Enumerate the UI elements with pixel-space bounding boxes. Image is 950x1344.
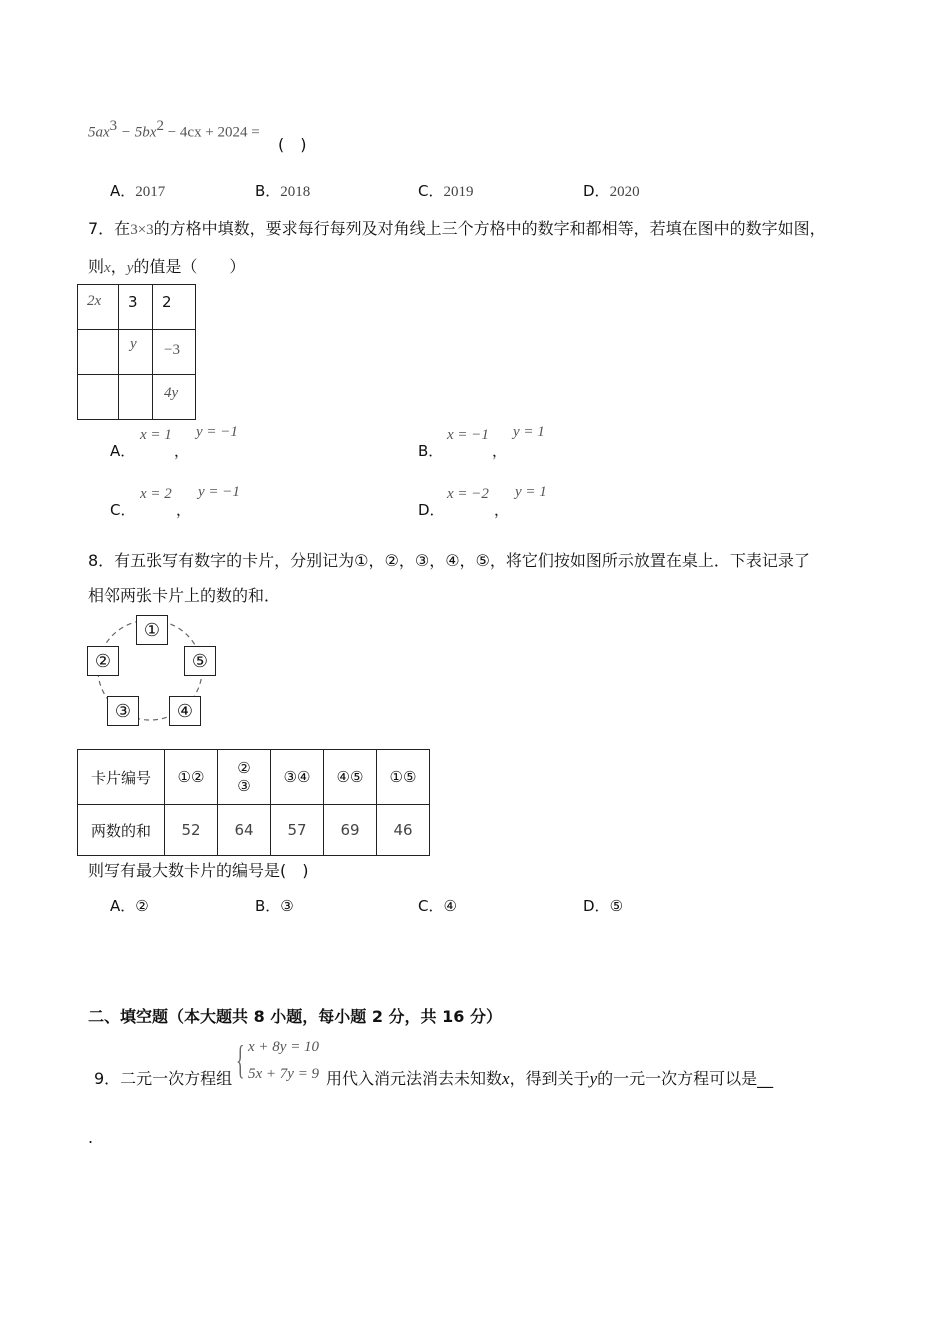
q7-option-b[interactable] — [418, 440, 443, 461]
q8-card-5: ⑤ — [184, 646, 216, 676]
q7-option-a-y: y = −1 — [196, 424, 238, 440]
q9-text-b: ，得到关于 — [509, 1069, 590, 1088]
option-value: 2019 — [443, 184, 474, 200]
q7-option-a-x: x = 1 — [140, 427, 172, 443]
grid-cell — [119, 285, 153, 330]
option-value: ② — [135, 897, 149, 915]
option-label: A． — [110, 442, 136, 460]
q8-card-3: ③ — [107, 696, 139, 726]
q8-line-2: 相邻两张卡片上的数的和． — [88, 586, 281, 605]
grid-cell-value: 3 — [128, 293, 138, 311]
table-sum: 69 — [324, 805, 377, 856]
option-label: D． — [583, 182, 610, 200]
q6-expr-sup-a: 3 — [109, 118, 118, 134]
option-value: 2017 — [135, 184, 166, 200]
table-row — [78, 805, 430, 856]
table-row — [78, 750, 430, 805]
q7-option-b-x: x = −1 — [447, 427, 489, 443]
q7-option-b-sep: ， — [492, 442, 508, 460]
table-pair: ①⑤ — [377, 750, 430, 805]
q9-text-c: 的一元一次方程可以是 — [597, 1069, 758, 1088]
q7-magic-square — [77, 284, 196, 420]
option-label: A． — [110, 182, 136, 200]
option-label: C． — [418, 897, 444, 915]
q7-option-d-x: x = −2 — [447, 486, 489, 502]
grid-cell-value: −3 — [164, 342, 180, 358]
option-label: C． — [418, 182, 444, 200]
option-value: ④ — [443, 897, 457, 915]
q8-sum-table — [77, 749, 430, 856]
q7-var-x: x — [104, 260, 111, 276]
option-label: B． — [255, 897, 281, 915]
q7-option-d-sep: ， — [494, 501, 510, 519]
option-value: ⑤ — [609, 897, 624, 915]
q6-option-b[interactable] — [255, 180, 310, 201]
q7-comma: ， — [110, 257, 127, 276]
option-label: D． — [583, 897, 610, 915]
q6-option-d[interactable] — [583, 180, 640, 201]
option-value: 2018 — [280, 184, 311, 200]
option-label: B． — [418, 442, 444, 460]
q7-option-b-y: y = 1 — [513, 424, 545, 440]
q9-answer-blank[interactable]: __ — [757, 1069, 774, 1088]
table-sum: 57 — [271, 805, 324, 856]
grid-cell — [153, 330, 196, 375]
section-2-title: 二、填空题（本大题共 8 小题，每小题 2 分，共 16 分） — [88, 1007, 502, 1026]
option-value: ③ — [280, 897, 294, 915]
table-header-label: 卡片编号 — [78, 750, 165, 805]
table-pair: ①② — [165, 750, 218, 805]
q9-equation-2: 5x + 7y = 9 — [248, 1066, 320, 1082]
q6-answer-paren: ( ) — [278, 135, 307, 154]
q7-var-y: y — [126, 260, 134, 276]
table-sum: 46 — [377, 805, 430, 856]
table-row-label: 两数的和 — [78, 805, 165, 856]
q6-expression — [88, 118, 260, 141]
q6-option-a[interactable] — [110, 180, 165, 201]
q7-option-d[interactable] — [418, 499, 445, 520]
q7-line-2 — [88, 254, 245, 277]
q8-option-b[interactable] — [255, 895, 294, 916]
q7-option-a[interactable] — [110, 440, 135, 461]
grid-cell-value: y — [130, 336, 137, 352]
grid-cell-value: 4y — [164, 385, 179, 401]
q8-option-d[interactable] — [583, 895, 623, 916]
q7-option-c-x: x = 2 — [140, 486, 172, 502]
q8-line-1: 8．有五张写有数字的卡片，分别记为①，②，③，④，⑤，将它们按如图所示放置在桌上．下表记录了 — [88, 551, 810, 570]
q7-text-1: 的方格中填数，要求每行每列及对角线上三个方格中的数字和都相等，若填在图中的数字如图， — [153, 219, 826, 238]
q9-period: . — [88, 1128, 94, 1147]
grid-cell — [119, 375, 153, 420]
q8-card-1: ① — [136, 615, 168, 645]
grid-cell — [78, 330, 119, 375]
q9-prefix: 9．二元一次方程组 — [94, 1069, 233, 1088]
q9-text-a: 用代入消元法消去未知数 — [326, 1069, 503, 1088]
q8-option-a[interactable] — [110, 895, 149, 916]
q8-option-c[interactable] — [418, 895, 457, 916]
q6-expr-term-b: − 5bx — [117, 124, 157, 141]
q8-card-4: ④ — [169, 696, 201, 726]
table-pair: ③④ — [271, 750, 324, 805]
table-sum: 52 — [165, 805, 218, 856]
table-pair: ④⑤ — [324, 750, 377, 805]
q6-expr-sup-b: 2 — [156, 118, 164, 134]
grid-cell-value: 2x — [87, 293, 102, 309]
q9-equation-1: x + 8y = 10 — [248, 1039, 320, 1055]
option-label: B． — [255, 182, 281, 200]
option-label: D． — [418, 501, 445, 519]
q9-var-y: y — [589, 1069, 598, 1088]
q7-size: 3×3 — [130, 222, 154, 238]
q7-option-c[interactable] — [110, 499, 135, 520]
q8-card-2: ② — [87, 646, 119, 676]
q8-question: 则写有最大数卡片的编号是( ) — [88, 861, 309, 880]
q6-expr-term-a: 5ax — [88, 124, 110, 141]
q7-text-2a: 则 — [88, 257, 105, 276]
q9-var-x: x — [502, 1069, 510, 1088]
grid-cell-value: 2 — [162, 293, 172, 311]
q9-text — [326, 1066, 773, 1089]
grid-cell — [119, 330, 153, 375]
option-value: 2020 — [609, 184, 640, 200]
q7-line-1 — [88, 216, 826, 239]
table-sum: 64 — [218, 805, 271, 856]
q7-option-c-y: y = −1 — [198, 484, 240, 500]
option-label: C． — [110, 501, 136, 519]
q7-prefix: 7．在 — [88, 219, 131, 238]
q6-expr-term-c: − 4cx + 2024 = — [163, 124, 260, 141]
grid-cell — [78, 285, 119, 330]
option-label: A． — [110, 897, 136, 915]
q7-option-c-sep: ， — [176, 501, 192, 519]
q7-option-d-y: y = 1 — [515, 484, 547, 500]
table-pair: ② ③ — [218, 750, 271, 805]
q7-option-a-sep: ， — [174, 442, 190, 460]
grid-cell — [153, 285, 196, 330]
q9-brace-icon: { — [236, 1037, 245, 1082]
q6-option-c[interactable] — [418, 180, 473, 201]
grid-cell — [153, 375, 196, 420]
q7-text-2b: 的值是（ ） — [133, 257, 246, 276]
grid-cell — [78, 375, 119, 420]
